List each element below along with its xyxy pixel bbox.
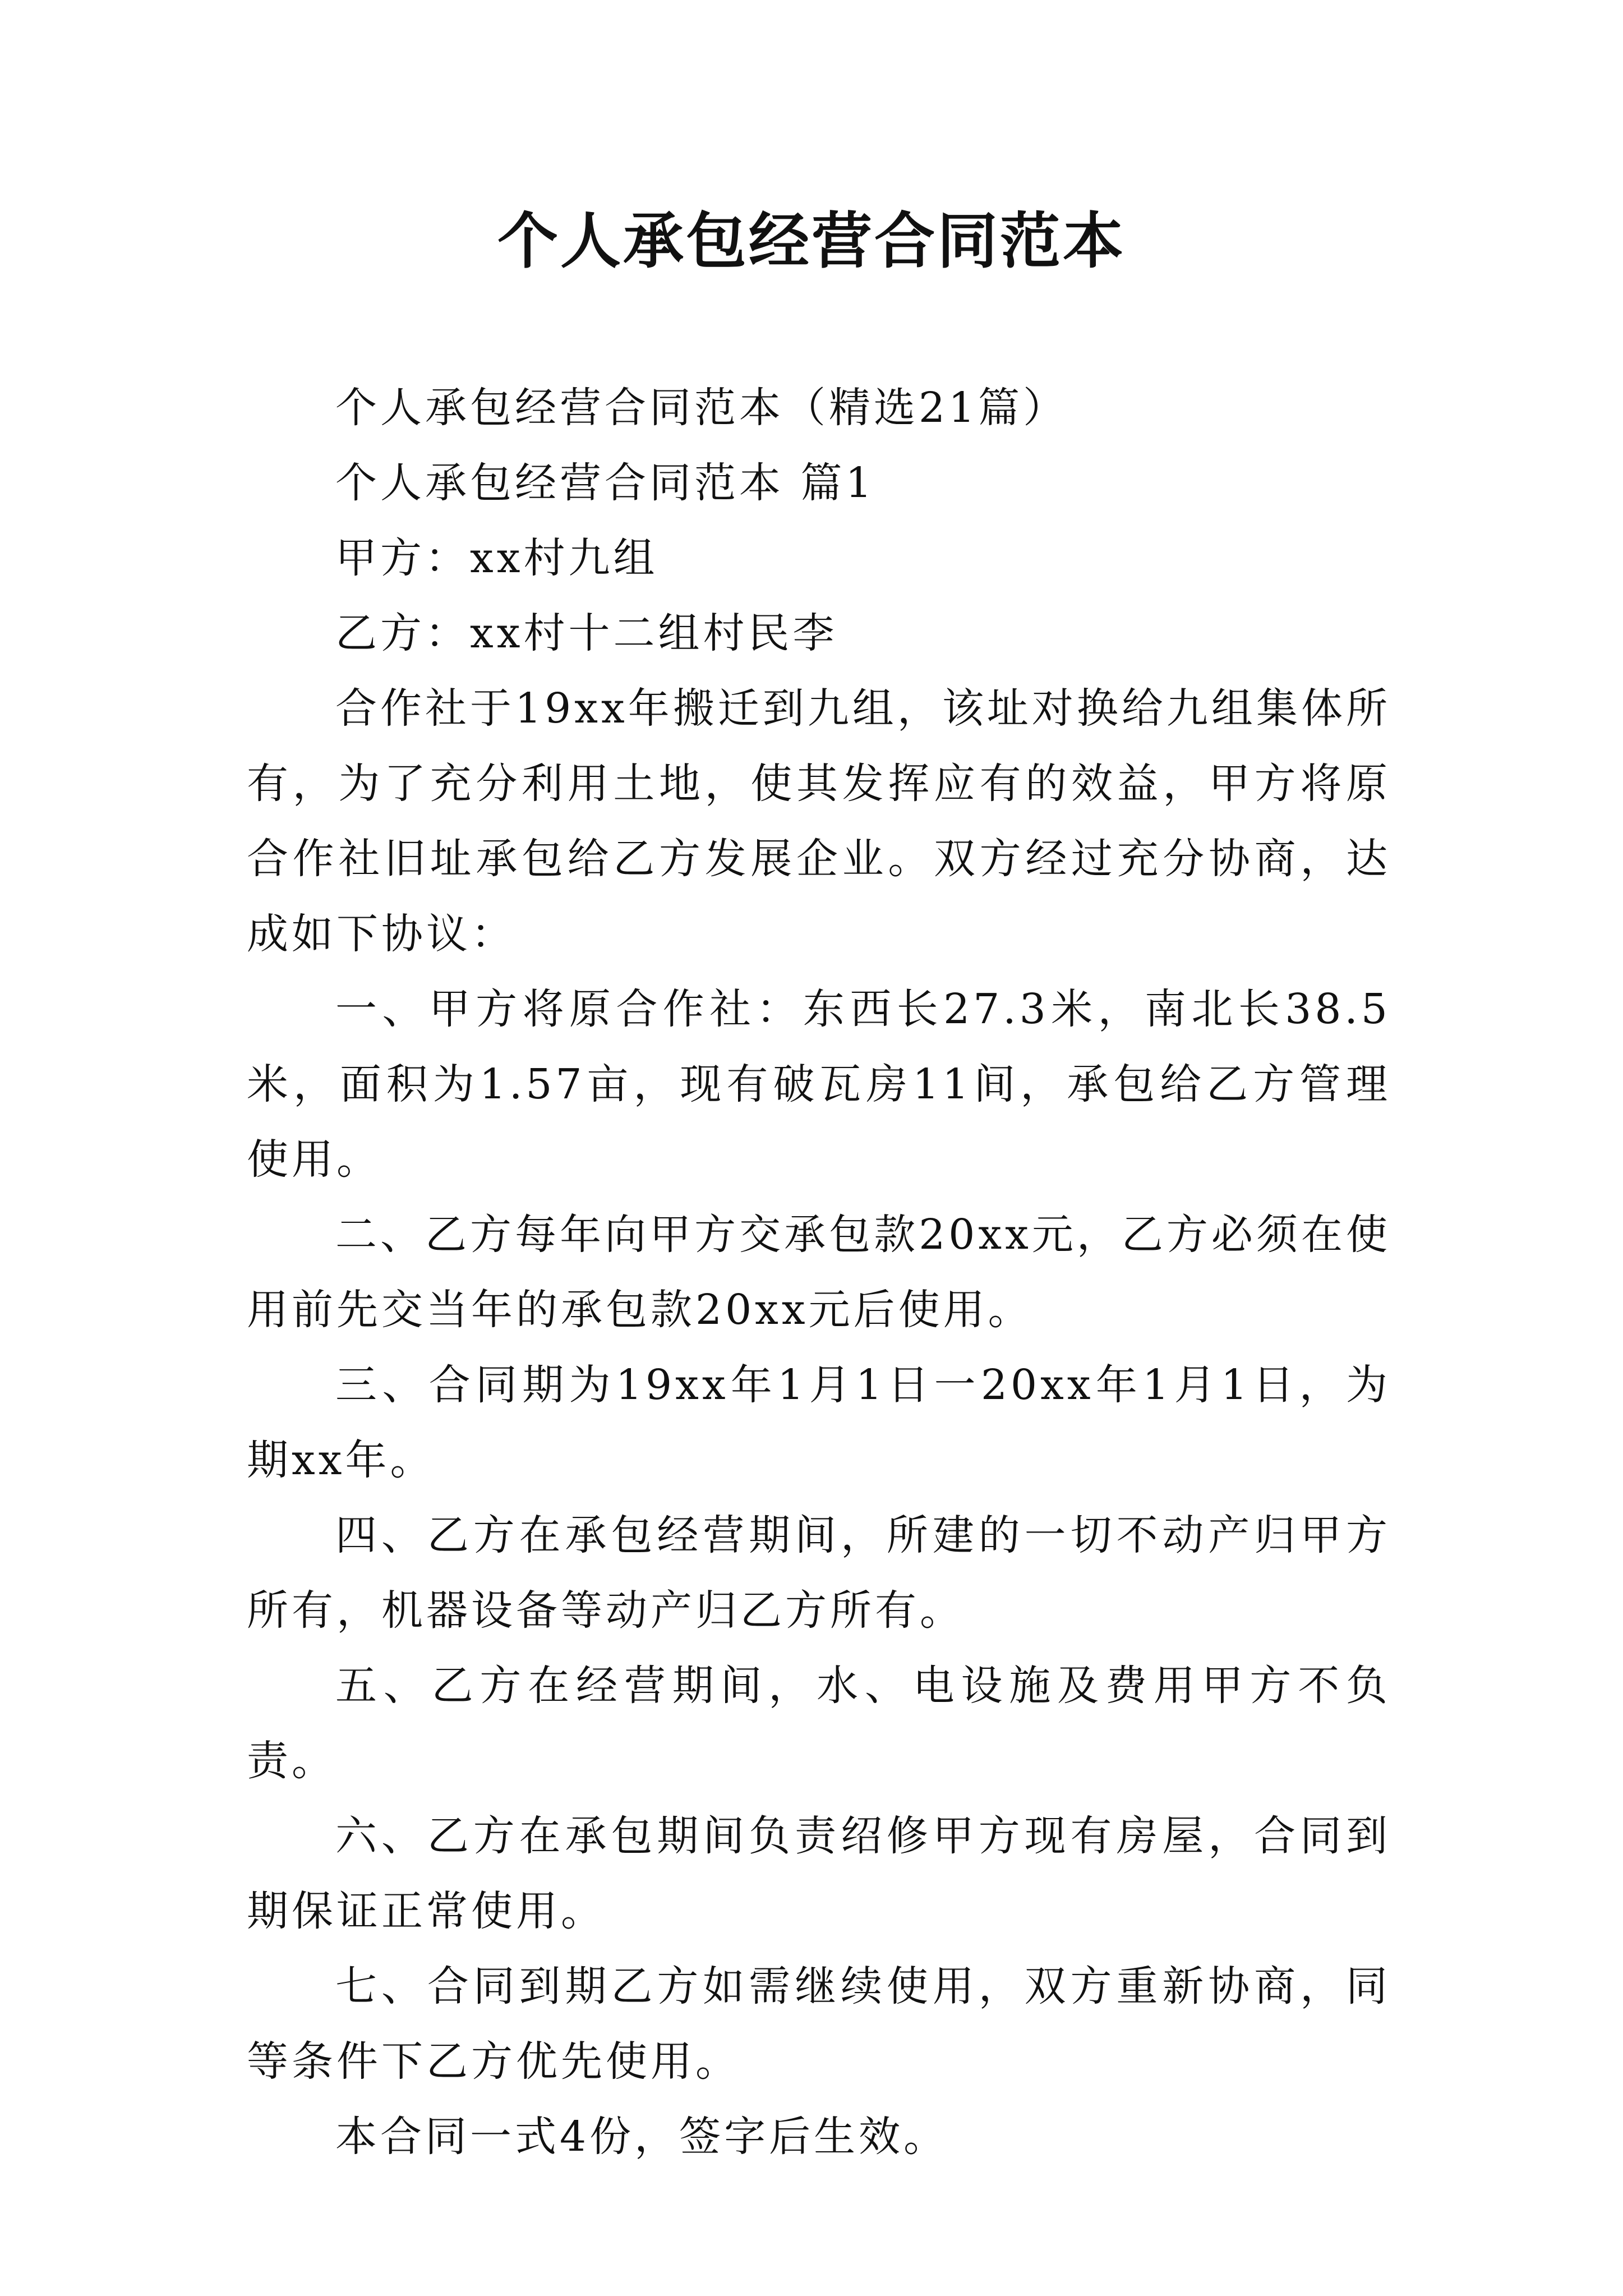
paragraph-closing: 本合同一式4份，签字后生效。 — [335, 2113, 949, 2161]
paragraph-clause-5: 五、乙方在经营期间，水、电设施及费用甲方不负责。 — [247, 1662, 1391, 1785]
paragraph-preamble: 合作社于19xx年搬迁到九组，该址对换给九组集体所有，为了充分利用土地，使其发挥应有的效益，甲方将原合作社旧址承包给乙方发展企业。双方经过充分协商，达成如下协议： — [247, 684, 1391, 958]
paragraph-clause-2: 二、乙方每年向甲方交承包款20xx元，乙方必须在使用前先交当年的承包款20xx元后使用。 — [247, 1211, 1391, 1334]
document-body — [247, 370, 1391, 2174]
paragraph-subtitle: 个人承包经营合同范本（精选21篇） — [335, 384, 1068, 432]
paragraph-clause-6: 六、乙方在承包期间负责绍修甲方现有房屋，合同到期保证正常使用。 — [247, 1812, 1391, 1935]
paragraph-clause-7: 七、合同到期乙方如需继续使用，双方重新协商，同等条件下乙方优先使用。 — [247, 1962, 1391, 2086]
document-title: 个人承包经营合同范本 — [497, 206, 1126, 277]
paragraph-party-b: 乙方：xx村十二组村民李 — [335, 609, 838, 657]
paragraph-clause-3: 三、合同期为19xx年1月1日一20xx年1月1日，为期xx年。 — [247, 1361, 1391, 1484]
paragraph-clause-4: 四、乙方在承包经营期间，所建的一切不动产归甲方所有，机器设备等动产归乙方所有。 — [247, 1511, 1391, 1635]
paragraph-party-a: 甲方：xx村九组 — [335, 534, 658, 582]
paragraph-section-heading: 个人承包经营合同范本 篇1 — [335, 459, 875, 507]
paragraph-clause-1: 一、甲方将原合作社：东西长27.3米，南北长38.5米，面积为1.57亩，现有破瓦房11间，承包给乙方管理使用。 — [247, 985, 1391, 1184]
